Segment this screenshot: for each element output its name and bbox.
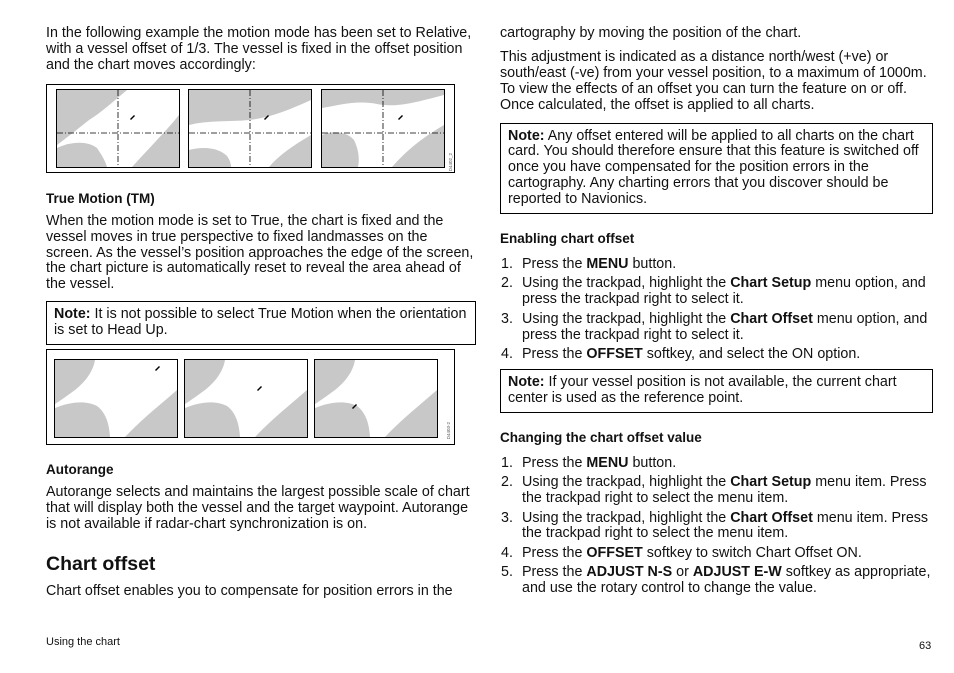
note-offset-applied [500, 123, 933, 215]
autorange-paragraph: Autorange selects and maintains the largest possible scale of chart that will display both the vessel and the target waypoint. Autorange is not available if radar-chart synchronization is on. [46, 484, 470, 532]
true-motion-panel-2 [184, 359, 308, 438]
right-column [500, 26, 933, 601]
note-reference-point [500, 369, 933, 413]
chart-map-4 [55, 360, 177, 437]
true-motion-figure [46, 349, 455, 445]
adjustment-paragraph: This adjustment is indicated as a distance north/west (+ve) or south/east (-ve) from your vessel position, to a maximum of 1000m. To view the effects of an offset you can turn the feature on or off. Once calculated, the offset is applied to all charts. [500, 48, 927, 113]
note-text: It is not possible to select True Motion when the orientation is set to Head Up. [54, 306, 467, 339]
list-item: 4. Press the OFFSET softkey to switch Chart Offset ON. [501, 544, 862, 561]
true-motion-heading: True Motion (TM) [46, 190, 155, 206]
autorange-heading: Autorange [46, 462, 114, 478]
chart-offset-heading: Chart offset [46, 552, 156, 575]
true-motion-paragraph: When the motion mode is set to True, the chart is fixed and the vessel moves in true perspective to fixed landmasses on the screen. As the vessel’s position approaches the edge of the screen, the chart picture is automatically reset to reveal the area ahead of the vessel. [46, 212, 474, 293]
chart-map-2 [189, 90, 311, 167]
page-number: 63 [919, 640, 932, 652]
chart-map-1 [57, 90, 179, 167]
note-label: Note: [508, 127, 545, 144]
left-column [46, 26, 476, 600]
chart-map-3 [322, 90, 444, 167]
list-item: 3. Using the trackpad, highlight the Chart Offset menu option, and press the trackpad right to select it. [501, 310, 928, 343]
note-text: If your vessel position is not available, the current chart center is used as the reference point. [508, 374, 897, 406]
footer-section-name: Using the chart [46, 636, 120, 648]
note-text: Any offset entered will be applied to all charts on the chart card. You should therefore ensure that this feature is switched off once you have compensated for the position errors in the cartography. Any charting errors that you discover should be reported to Navionics. [508, 127, 919, 208]
true-motion-panel-1 [54, 359, 178, 438]
enabling-heading: Enabling chart offset [500, 231, 635, 247]
list-item: 2. Using the trackpad, highlight the Chart Setup menu option, and press the trackpad right to select it. [501, 275, 926, 308]
list-item: 1. Press the MENU button. [501, 256, 677, 273]
relative-motion-panel-3 [321, 89, 445, 168]
chart-offset-paragraph: Chart offset enables you to compensate for position errors in the [46, 582, 453, 599]
note-true-motion [46, 301, 476, 345]
changing-steps-list [500, 456, 933, 597]
chart-map-5 [185, 360, 307, 437]
figure-code-1: D4402_2 [448, 152, 453, 171]
true-motion-panel-3 [314, 359, 438, 438]
list-item: 4. Press the OFFSET softkey, and select the ON option. [501, 346, 861, 363]
note-label: Note: [508, 374, 545, 390]
changing-heading: Changing the chart offset value [500, 429, 702, 445]
intro-paragraph: In the following example the motion mode has been set to Relative, with a vessel offset of 1/3. The vessel is fixed in the offset position and the chart moves accordingly: [46, 25, 472, 73]
list-item: 2. Using the trackpad, highlight the Chart Setup menu item. Press the trackpad right to select the menu item. [501, 474, 927, 507]
continued-paragraph: cartography by moving the position of the chart. [500, 25, 802, 41]
figure-code-2: D4403-2 [446, 422, 451, 440]
list-item: 3. Using the trackpad, highlight the Chart Offset menu item. Press the trackpad right to select the menu item. [501, 509, 929, 542]
enabling-steps-list [500, 257, 933, 363]
list-item: 1. Press the MENU button. [501, 454, 677, 471]
relative-motion-panel-1 [56, 89, 180, 168]
relative-motion-figure [46, 84, 455, 173]
relative-motion-panel-2 [188, 89, 312, 168]
note-label: Note: [54, 306, 91, 323]
chart-map-6 [315, 360, 437, 437]
list-item: 5. Press the ADJUST N-S or ADJUST E-W softkey as appropriate, and use the rotary control to change the value. [501, 564, 931, 597]
